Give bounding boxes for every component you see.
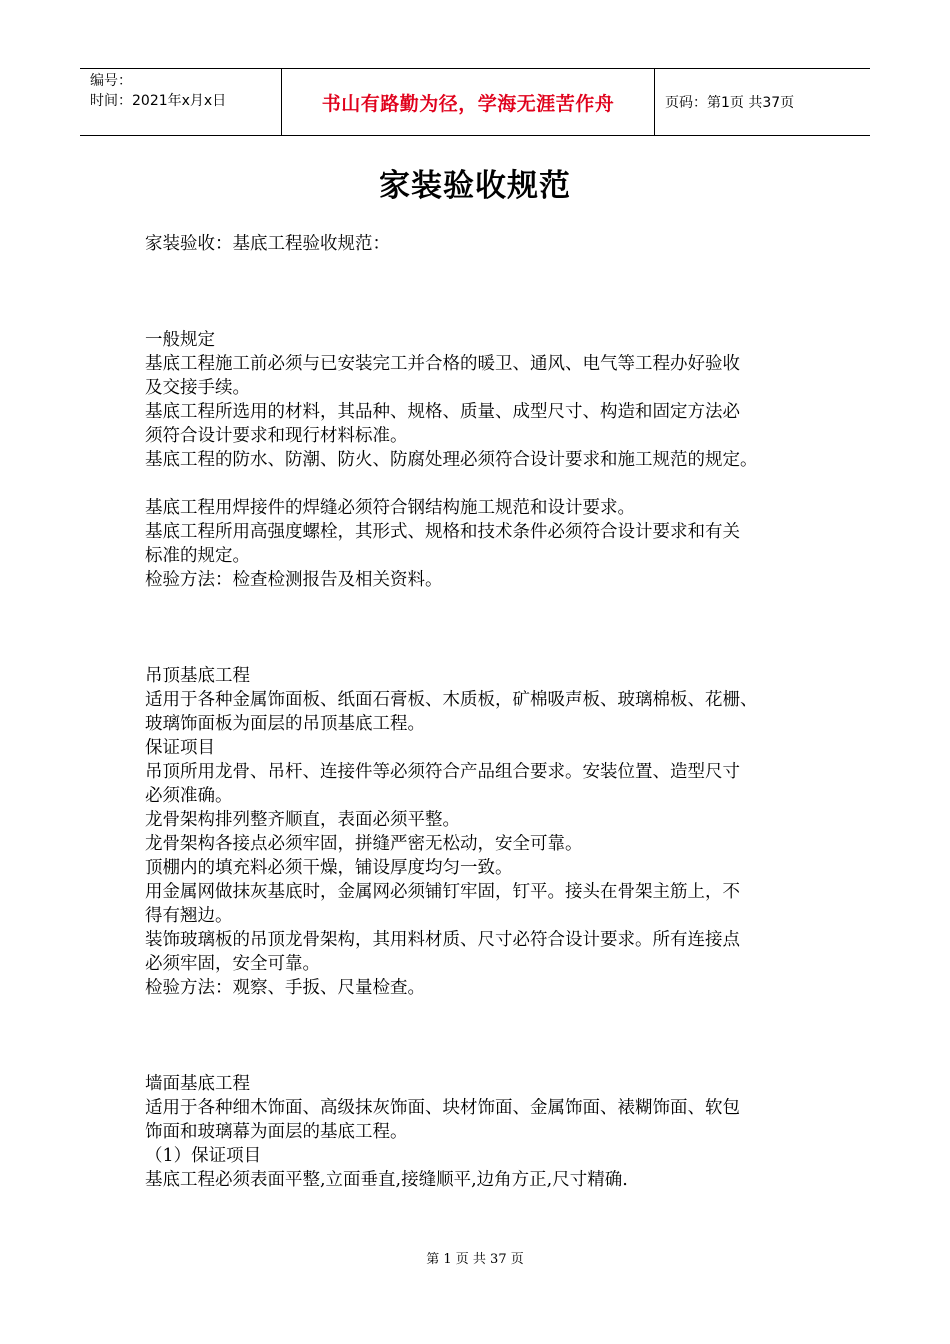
- document-title: 家装验收规范: [379, 168, 571, 204]
- paragraph-line: 须符合设计要求和现行材料标准。: [145, 426, 408, 446]
- paragraph-line: 标准的规定。: [145, 546, 250, 566]
- paragraph-line: 吊顶所用龙骨、吊杆、连接件等必须符合产品组合要求。安装位置、造型尺寸: [145, 762, 740, 782]
- paragraph-line: 适用于各种金属饰面板、纸面石膏板、木质板，矿棉吸声板、玻璃棉板、花栅、: [145, 690, 758, 710]
- paragraph-line: 及交接手续。: [145, 378, 250, 398]
- paragraph-line: 饰面和玻璃幕为面层的基底工程。: [145, 1122, 408, 1142]
- header-page-code: 页码：第1页 共37页: [665, 95, 795, 111]
- spacer: [145, 1000, 815, 1072]
- paragraph-line: 基底工程用焊接件的焊缝必须符合钢结构施工规范和设计要求。: [145, 498, 635, 518]
- paragraph-line: 必须准确。: [145, 786, 233, 806]
- section-heading: 墙面基底工程: [145, 1074, 250, 1094]
- paragraph-line: 保证项目: [145, 738, 215, 758]
- paragraph-line: 用金属网做抹灰基底时，金属网必须铺钉牢固，钉平。接头在骨架主筋上，不: [145, 882, 740, 902]
- paragraph-line: 顶棚内的填充料必须干燥，铺设厚度均匀一致。: [145, 858, 513, 878]
- paragraph-line: 基底工程的防水、防潮、防火、防腐处理必须符合设计要求和施工规范的规定。: [145, 450, 758, 470]
- spacer: [145, 256, 815, 328]
- page-footer: 第 1 页 共 37 页: [426, 1252, 524, 1267]
- header-meta-cell: [80, 69, 282, 135]
- paragraph-line: 得有翘边。: [145, 906, 233, 926]
- paragraph-line: 玻璃饰面板为面层的吊顶基底工程。: [145, 714, 425, 734]
- time-label: 时间：2021年x月x日: [90, 93, 227, 109]
- document-body: [145, 232, 815, 1192]
- paragraph-line: 基底工程所选用的材料，其品种、规格、质量、成型尺寸、构造和固定方法必: [145, 402, 740, 422]
- paragraph-line: 装饰玻璃板的吊顶龙骨架构，其用料材质、尺寸必符合设计要求。所有连接点: [145, 930, 740, 950]
- section-heading: 一般规定: [145, 330, 215, 350]
- header-motto: 书山有路勤为径，学海无涯苦作舟: [282, 69, 655, 135]
- spacer: [145, 472, 815, 496]
- paragraph-line: 基底工程施工前必须与已安装完工并合格的暖卫、通风、电气等工程办好验收: [145, 354, 740, 374]
- paragraph-line: 龙骨架构排列整齐顺直，表面必须平整。: [145, 810, 460, 830]
- page-header: [80, 68, 870, 136]
- paragraph-line: 检验方法：观察、手扳、尺量检查。: [145, 978, 425, 998]
- number-label: 编号：: [90, 73, 132, 89]
- paragraph-line: 龙骨架构各接点必须牢固，拼缝严密无松动，安全可靠。: [145, 834, 583, 854]
- paragraph-line: 基底工程所用高强度螺栓，其形式、规格和技术条件必须符合设计要求和有关: [145, 522, 740, 542]
- section-heading: 吊顶基底工程: [145, 666, 250, 686]
- spacer: [145, 592, 815, 664]
- paragraph-line: 基底工程必须表面平整,立面垂直,接缝顺平,边角方正,尺寸精确.: [145, 1170, 628, 1190]
- paragraph-line: 检验方法：检查检测报告及相关资料。: [145, 570, 443, 590]
- paragraph-line: 必须牢固，安全可靠。: [145, 954, 320, 974]
- paragraph-line: （1）保证项目: [145, 1146, 262, 1166]
- intro-line: 家装验收：基底工程验收规范：: [145, 234, 390, 254]
- paragraph-line: 适用于各种细木饰面、高级抹灰饰面、块材饰面、金属饰面、裱糊饰面、软包: [145, 1098, 740, 1118]
